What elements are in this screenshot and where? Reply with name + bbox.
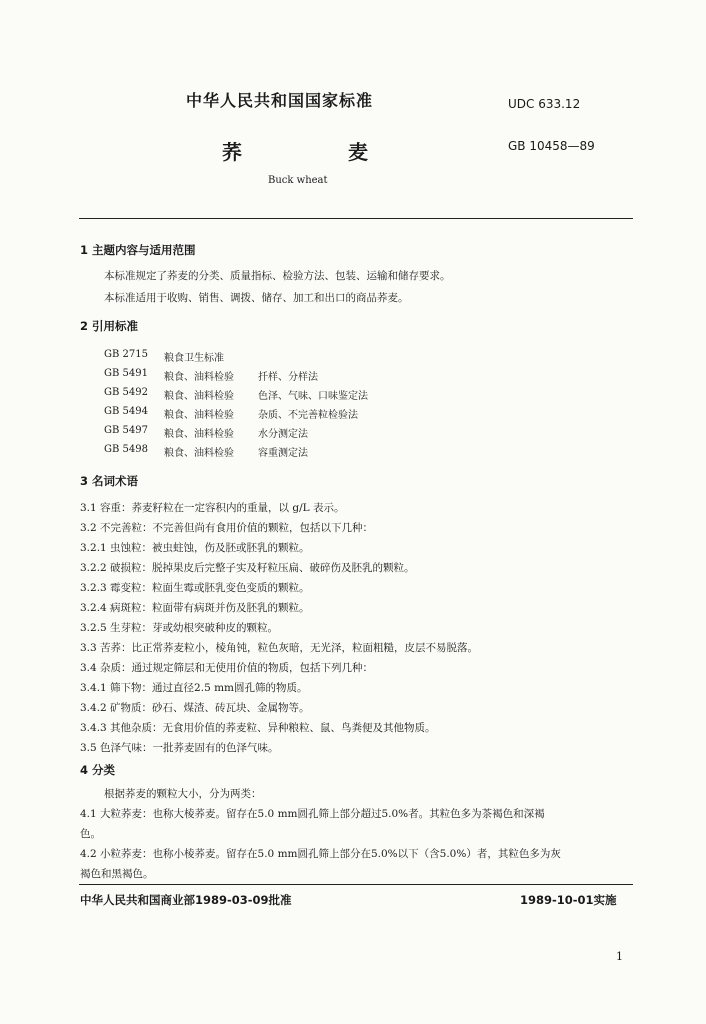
udc-code: UDC 633.12 — [508, 97, 581, 111]
term-item: 3.5 色泽气味：一批荞麦固有的色泽气味。 — [80, 742, 279, 754]
ref-title: 粮食、油料检验 — [164, 429, 234, 440]
title-char-1: 荞 — [222, 140, 242, 164]
section-4-intro: 根据荞麦的颗粒大小，分为两类： — [104, 788, 262, 800]
ref-code: GB 5498 — [104, 444, 148, 455]
ref-title: 粮食、油料检验 — [164, 372, 234, 383]
term-item: 3.1 容重：荞麦籽粒在一定容积内的重量，以 g/L 表示。 — [80, 502, 345, 514]
ref-code: GB 5491 — [104, 368, 148, 379]
ref-method: 容重测定法 — [258, 448, 308, 459]
term-item: 3.4 杂质：通过规定筛层和无使用价值的物质，包括下列几种： — [80, 662, 374, 674]
section-2-heading: 2 引用标准 — [80, 319, 139, 333]
section-1-para-1: 本标准规定了荞麦的分类、质量指标、检验方法、包装、运输和储存要求。 — [104, 270, 451, 282]
term-item: 3.3 苦荞：比正常荞麦粒小，棱角钝，粒色灰暗，无光泽，粒面粗糙，皮层不易脱落。 — [80, 642, 479, 654]
ref-code: GB 5492 — [104, 387, 148, 398]
ref-code: GB 5494 — [104, 406, 148, 417]
gb-code: GB 10458—89 — [508, 139, 595, 153]
class-2-line-1: 4.2 小粒荞麦：也称小棱荞麦。留存在5.0 mm圆孔筛上部分在5.0%以下（含5.0%）者，其粒色多为灰 — [80, 848, 561, 860]
ref-code: GB 5497 — [104, 425, 148, 436]
term-item: 3.2.4 病斑粒：粒面带有病斑并伤及胚乳的颗粒。 — [80, 602, 310, 614]
english-title: Buck wheat — [268, 175, 328, 186]
standard-name: 中华人民共和国国家标准 — [186, 91, 374, 110]
title-char-2: 麦 — [348, 140, 368, 164]
class-2-line-2: 褐色和黑褐色。 — [80, 868, 154, 880]
page-number: 1 — [616, 950, 623, 963]
ref-method: 杂质、不完善粒检验法 — [258, 410, 358, 421]
term-item: 3.2 不完善粒：不完善但尚有食用价值的颗粒，包括以下几种： — [80, 522, 374, 534]
term-item: 3.4.2 矿物质：砂石、煤渣、砖瓦块、金属物等。 — [80, 702, 310, 714]
class-1-line-2: 色。 — [80, 828, 101, 840]
class-1-line-1: 4.1 大粒荞麦：也称大棱荞麦。留存在5.0 mm圆孔筛上部分超过5.0%者。其粒色多为茶褐色和深褐 — [80, 808, 545, 820]
term-item: 3.4.3 其他杂质：无食用价值的荞麦粒、异种粮粒、鼠、鸟粪便及其他物质。 — [80, 722, 436, 734]
term-item: 3.2.2 破损粒：脱掉果皮后完整子实及籽粒压扁、破碎伤及胚乳的颗粒。 — [80, 562, 415, 574]
section-4-heading: 4 分类 — [80, 763, 116, 777]
term-item: 3.2.5 生芽粒：芽或幼根突破种皮的颗粒。 — [80, 622, 279, 634]
term-item: 3.2.1 虫蚀粒：被虫蛀蚀，伤及胚或胚乳的颗粒。 — [80, 542, 310, 554]
approval-text: 中华人民共和国商业部1989-03-09批准 — [80, 893, 292, 907]
header-rule — [79, 218, 633, 219]
term-item: 3.2.3 霉变粒：粒面生霉或胚乳变色变质的颗粒。 — [80, 582, 310, 594]
ref-title: 粮食卫生标准 — [164, 353, 224, 364]
ref-method: 色泽、气味、口味鉴定法 — [258, 391, 368, 402]
footer-rule — [79, 884, 633, 885]
ref-title: 粮食、油料检验 — [164, 448, 234, 459]
section-1-heading: 1 主题内容与适用范围 — [80, 243, 196, 257]
ref-method: 扦样、分样法 — [258, 372, 318, 383]
ref-title: 粮食、油料检验 — [164, 410, 234, 421]
term-item: 3.4.1 筛下物：通过直径2.5 mm圆孔筛的物质。 — [80, 682, 308, 694]
ref-code: GB 2715 — [104, 349, 148, 360]
section-1-para-2: 本标准适用于收购、销售、调拨、储存、加工和出口的商品荞麦。 — [104, 292, 409, 304]
ref-method: 水分测定法 — [258, 429, 308, 440]
ref-title: 粮食、油料检验 — [164, 391, 234, 402]
implementation-date: 1989-10-01实施 — [520, 893, 617, 907]
section-3-heading: 3 名词术语 — [80, 474, 139, 488]
